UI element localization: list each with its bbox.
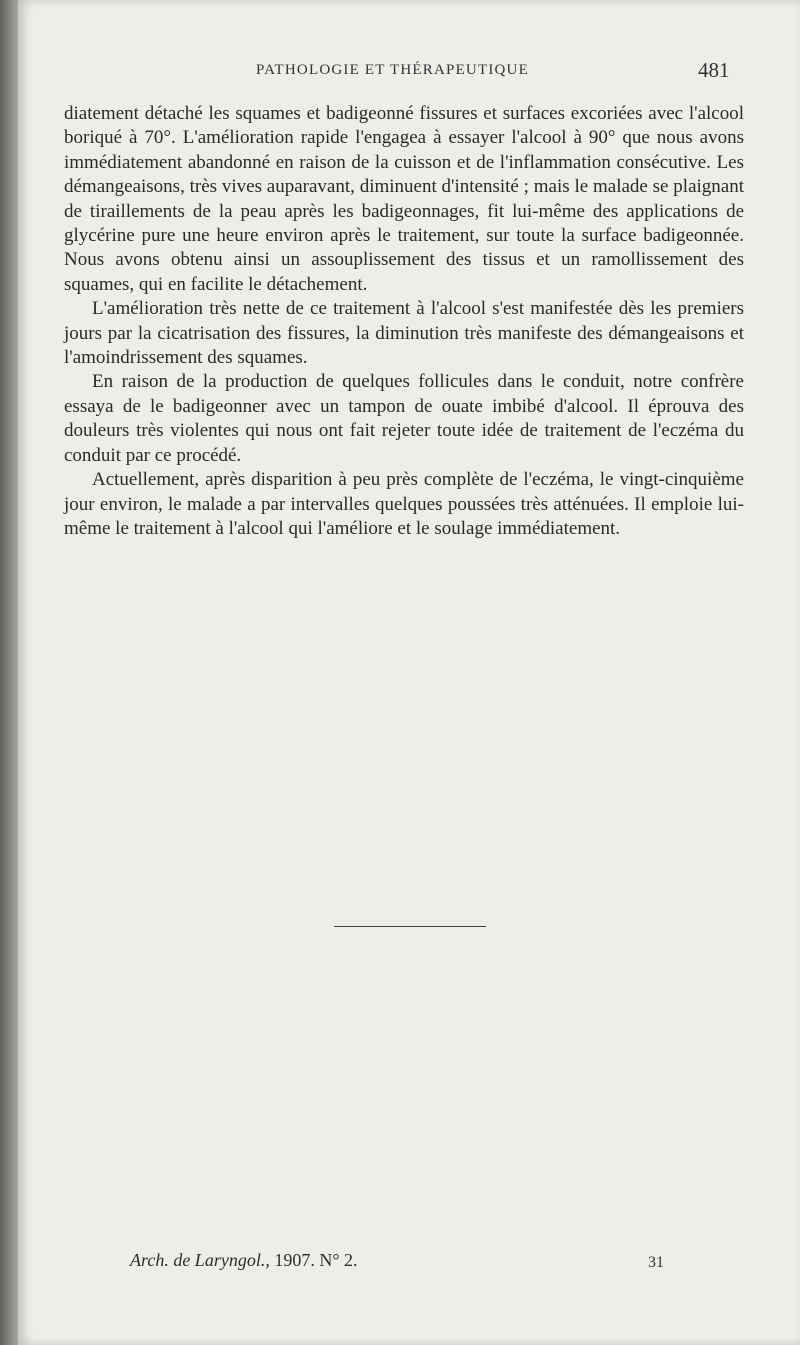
journal-year-issue: 1907. N° 2.: [274, 1250, 358, 1270]
footer-citation: [130, 1250, 358, 1271]
running-head: PATHOLOGIE ET THÉRAPEUTIQUE: [256, 62, 529, 78]
paragraph: En raison de la production de quelques follicules dans le conduit, notre confrère essaya de le badigeonner avec un tampon de ouate imbibé d'alcool. Il éprouva des douleurs très violentes qui nous ont fait rejeter toute idée de traitement de l'eczéma du conduit par ce procédé.: [64, 371, 744, 466]
book-binding-edge: [0, 0, 18, 1345]
paragraph: L'amélioration très nette de ce traitement à l'alcool s'est manifestée dès les premiers jours par la cicatrisation des fissures, la diminution très manifeste des démangeaisons et l'amoindrissement des squames.: [64, 298, 744, 369]
section-divider-rule: [334, 926, 486, 927]
paragraph: Actuellement, après disparition à peu près complète de l'eczéma, le vingt-cinquième jour environ, le malade a par intervalles quelques poussées très atténuées. Il emploie lui-même le traitement à l'alcool qui l'améliore et le soulage immédiatement.: [64, 469, 744, 539]
body-text: [64, 102, 744, 541]
page-number: 481: [698, 58, 730, 82]
signature-number: 31: [648, 1254, 664, 1271]
paragraph: diatement détaché les squames et badigeonné fissures et surfaces excoriées avec l'alcool boriqué à 70°. L'amélioration rapide l'engagea à essayer l'alcool à 90° que nous avons immédiatement abandonné en raison de la cuisson et de l'inflammation consécutive. Les démangeaisons, très vives auparavant, diminuent d'intensité ; mais le malade se plaignant de tiraillements de la peau après les badigeonnages, fit lui-même des applications de glycérine pure une heure environ après le traitement, sur toute la surface badigeonnée. Nous avons obtenu ainsi un assouplissement des tissus et un ramollissement des squames, qui en facilite le détachement.: [64, 103, 744, 295]
journal-name: Arch. de Laryngol.,: [130, 1250, 270, 1270]
book-page: [18, 0, 800, 1345]
